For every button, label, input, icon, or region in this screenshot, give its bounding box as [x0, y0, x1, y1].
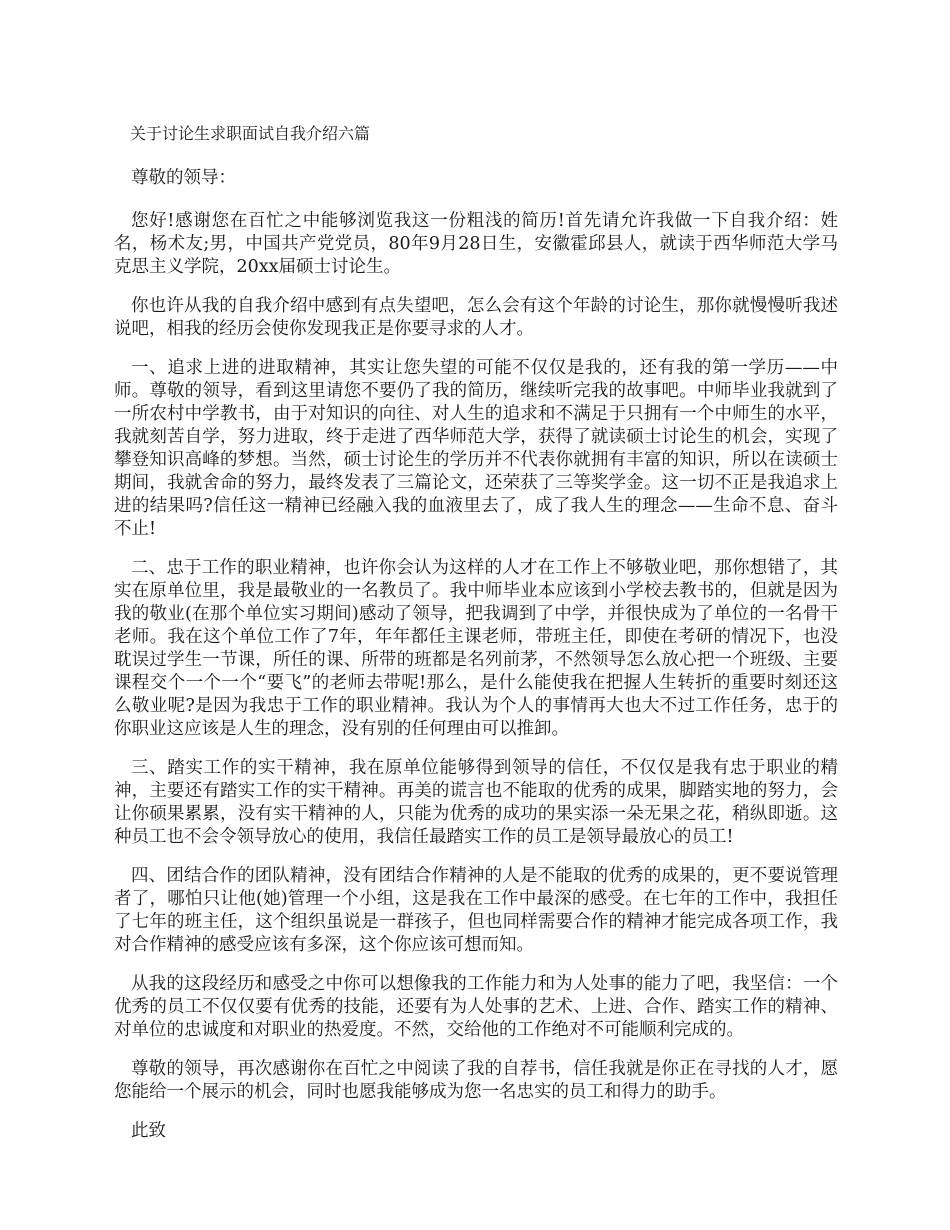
paragraph-point-2: 二、忠于工作的职业精神，也许你会认为这样的人才在工作上不够敬业吧，那你想错了，其实在原单位里，我是最敬业的一名教员了。我中师毕业本应该到小学校去教书的，但就是因为我的敬业(在那个单位实习期间)感动了领导，把我调到了中学，并很快成为了单位的一名骨干老师。我在这个单位工作了7年，年年都任主课老师，带班主任，即使在考研的情况下，也没耽误过学生一节课，所任的课、所带的班都是名列前茅，不然领导怎么放心把一个班级、主要课程交个一个一个“要飞”的老师去带呢!那么，是什么能使我在把握人生转折的重要时刻还这么敬业呢?是因为我忠于工作的职业精神。我认为个人的事情再大也大不过工作任务，忠于的你职业这应该是人生的理念，没有别的任何理由可以推卸。 — [114, 558, 838, 739]
closing-text: 此致 — [131, 1121, 166, 1141]
paragraph-point-1: 一、追求上进的进取精神，其实让您失望的可能不仅仅是我的，还有我的第一学历——中师。尊敬的领导，看到这里请您不要仍了我的简历，继续听完我的故事吧。中师毕业我就到了一所农村中学教书，由于对知识的向往、对人生的追求和不满足于只拥有一个中师生的水平，我就刻苦自学，努力进取，终于走进了西华师范大学，获得了就读硕士讨论生的机会，实现了攀登知识高峰的梦想。当然，硕士讨论生的学历并不代表你就拥有丰富的知识，所以在读硕士期间，我就舍命的努力，最终发表了三篇论文，还荣获了三等奖学金。这一切不正是我追求上进的结果吗?信任这一精神已经融入我的血液里去了，成了我人生的理念——生命不息、奋斗不止! — [114, 358, 838, 539]
paragraph-background: 你也许从我的自我介绍中感到有点失望吧，怎么会有这个年龄的讨论生，那你就慢慢听我述说吧，相我的经历会使你发现我正是你要寻求的人才。 — [114, 296, 838, 339]
paragraph-summary: 从我的这段经历和感受之中你可以想像我的工作能力和为人处事的能力了吧，我坚信：一个优秀的员工不仅仅要有优秀的技能，还要有为人处事的艺术、上进、合作、踏实工作的精神、对单位的忠诚度和对职业的热爱度。不然，交给他的工作绝对不可能顺利完成的。 — [114, 974, 838, 1040]
paragraph-point-4: 四、团结合作的团队精神，没有团结合作精神的人是不能取的优秀的成果的，更不要说管理者了，哪怕只让他(她)管理一个小组，这是我在工作中最深的感受。在七年的工作中，我担任了七年的班主任，这个组织虽说是一群孩子，但也同样需要合作的精神才能完成各项工作，我对合作精神的感受应该有多深，这个你应该可想而知。 — [114, 866, 838, 955]
paragraph-intro: 您好!感谢您在百忙之中能够浏览我这一份粗浅的简历!首先请允许我做一下自我介绍：姓名，杨术友;男，中国共产党党员，80年9月28日生，安徽霍邱县人，就读于西华师范大学马克思主义学院，20xx届硕士讨论生。 — [114, 211, 838, 277]
paragraph-thanks: 尊敬的领导，再次感谢你在百忙之中阅读了我的自荐书，信任我就是你正在寻找的人才，愿您能给一个展示的机会，同时也愿我能够成为您一名忠实的员工和得力的助手。 — [114, 1059, 838, 1102]
document-title: 关于讨论生求职面试自我介绍六篇 — [130, 124, 371, 143]
paragraph-point-3: 三、踏实工作的实干精神，我在原单位能够得到领导的信任，不仅仅是我有忠于职业的精神，主要还有踏实工作的实干精神。再美的谎言也不能取的优秀的成果，脚踏实地的努力，会让你硕果累累，没有实干精神的人，只能为优秀的成功的果实添一朵无果之花，稍纵即逝。这种员工也不会令领导放心的使用，我信任最踏实工作的员工是领导最放心的员工! — [114, 758, 838, 847]
document-page — [114, 121, 838, 1143]
salutation: 尊敬的领导： — [131, 168, 236, 188]
